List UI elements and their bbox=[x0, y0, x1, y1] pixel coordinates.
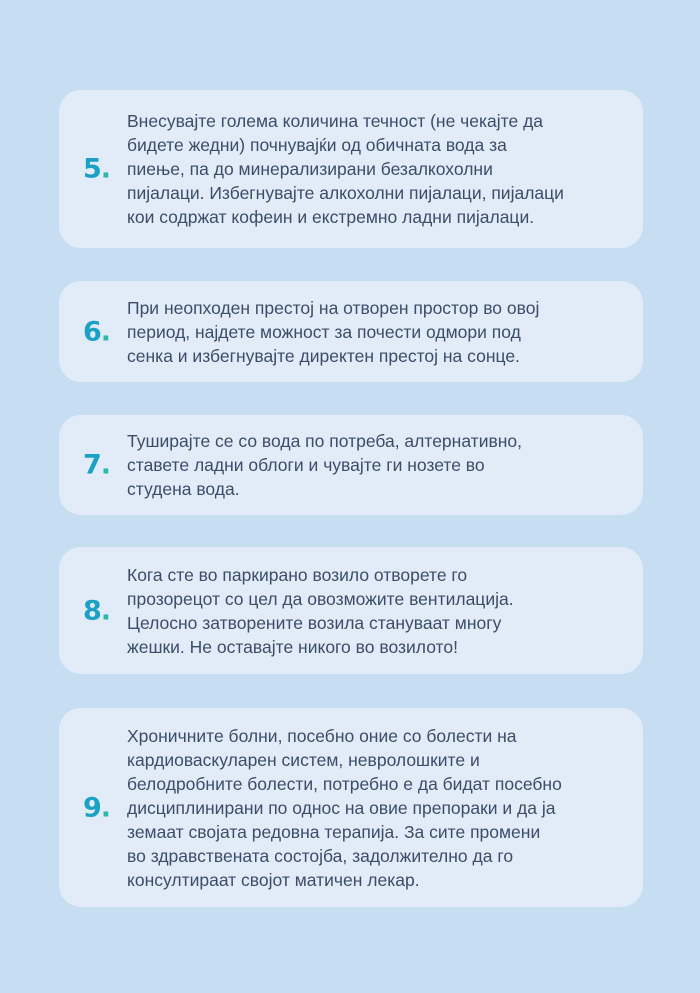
recommendation-card-8 bbox=[59, 547, 643, 674]
item-number: 5. bbox=[83, 153, 111, 185]
text-line: При неопходен престој на отворен простор во овој bbox=[127, 297, 540, 318]
text-line: консултираат својот матичен лекар. bbox=[127, 869, 420, 890]
text-line: дисциплинирани по однос на овие препораки и да ја bbox=[127, 797, 556, 818]
recommendation-card-5 bbox=[59, 90, 643, 248]
text-line: сенка и избегнувајте директен престој на сонце. bbox=[127, 345, 520, 366]
text-line: прозорецот со цел да овозможите вентилација. bbox=[127, 588, 514, 609]
item-number: 6. bbox=[83, 316, 111, 347]
text-line: кардиоваскуларен систем, невролошките и bbox=[127, 749, 480, 770]
text-line: Кога сте во паркирано возило отворете го bbox=[127, 564, 468, 585]
text-line: пијалаци. Избегнувајте алкохолни пијалаци, пијалаци bbox=[127, 183, 564, 203]
recommendation-card-9 bbox=[59, 708, 643, 907]
recommendation-card-6 bbox=[59, 281, 643, 382]
text-line: Туширајте се со вода по потреба, алтернативно, bbox=[127, 431, 523, 451]
recommendation-text bbox=[127, 563, 623, 659]
text-line: кои содржат кофеин и екстремно ладни пијалаци. bbox=[127, 207, 535, 227]
text-line: ставете ладни облоги и чувајте ги нозете во bbox=[127, 455, 485, 475]
recommendation-card-7 bbox=[59, 415, 643, 515]
recommendation-text bbox=[127, 429, 623, 501]
text-line: период, најдете можност за почести одмори под bbox=[127, 321, 521, 342]
text-line: студена вода. bbox=[127, 479, 240, 499]
text-line: пиење, па до минерализирани безалкохолни bbox=[127, 159, 493, 179]
text-line: бидете жедни) почнувајќи од обичната вода за bbox=[127, 135, 507, 155]
recommendation-text bbox=[127, 724, 623, 892]
text-line: белодробните болести, потребно е да бидат посебно bbox=[127, 773, 562, 794]
text-line: Целосно затворените возила стануваат многу bbox=[127, 612, 502, 633]
text-line: жешки. Не оставајте никого во возилото! bbox=[127, 636, 458, 657]
recommendation-text bbox=[127, 296, 623, 368]
item-number: 8. bbox=[83, 595, 111, 626]
item-number: 7. bbox=[83, 449, 111, 481]
item-number: 9. bbox=[83, 792, 111, 823]
recommendation-text bbox=[127, 109, 623, 229]
text-line: во здравствената состојба, задолжително да го bbox=[127, 845, 514, 866]
text-line: земаат својата редовна терапија. За сите промени bbox=[127, 821, 541, 842]
text-line: Внесувајте голема количина течност (не чекајте да bbox=[127, 111, 544, 131]
text-line: Хроничните болни, посебно оние со болести на bbox=[127, 725, 517, 746]
